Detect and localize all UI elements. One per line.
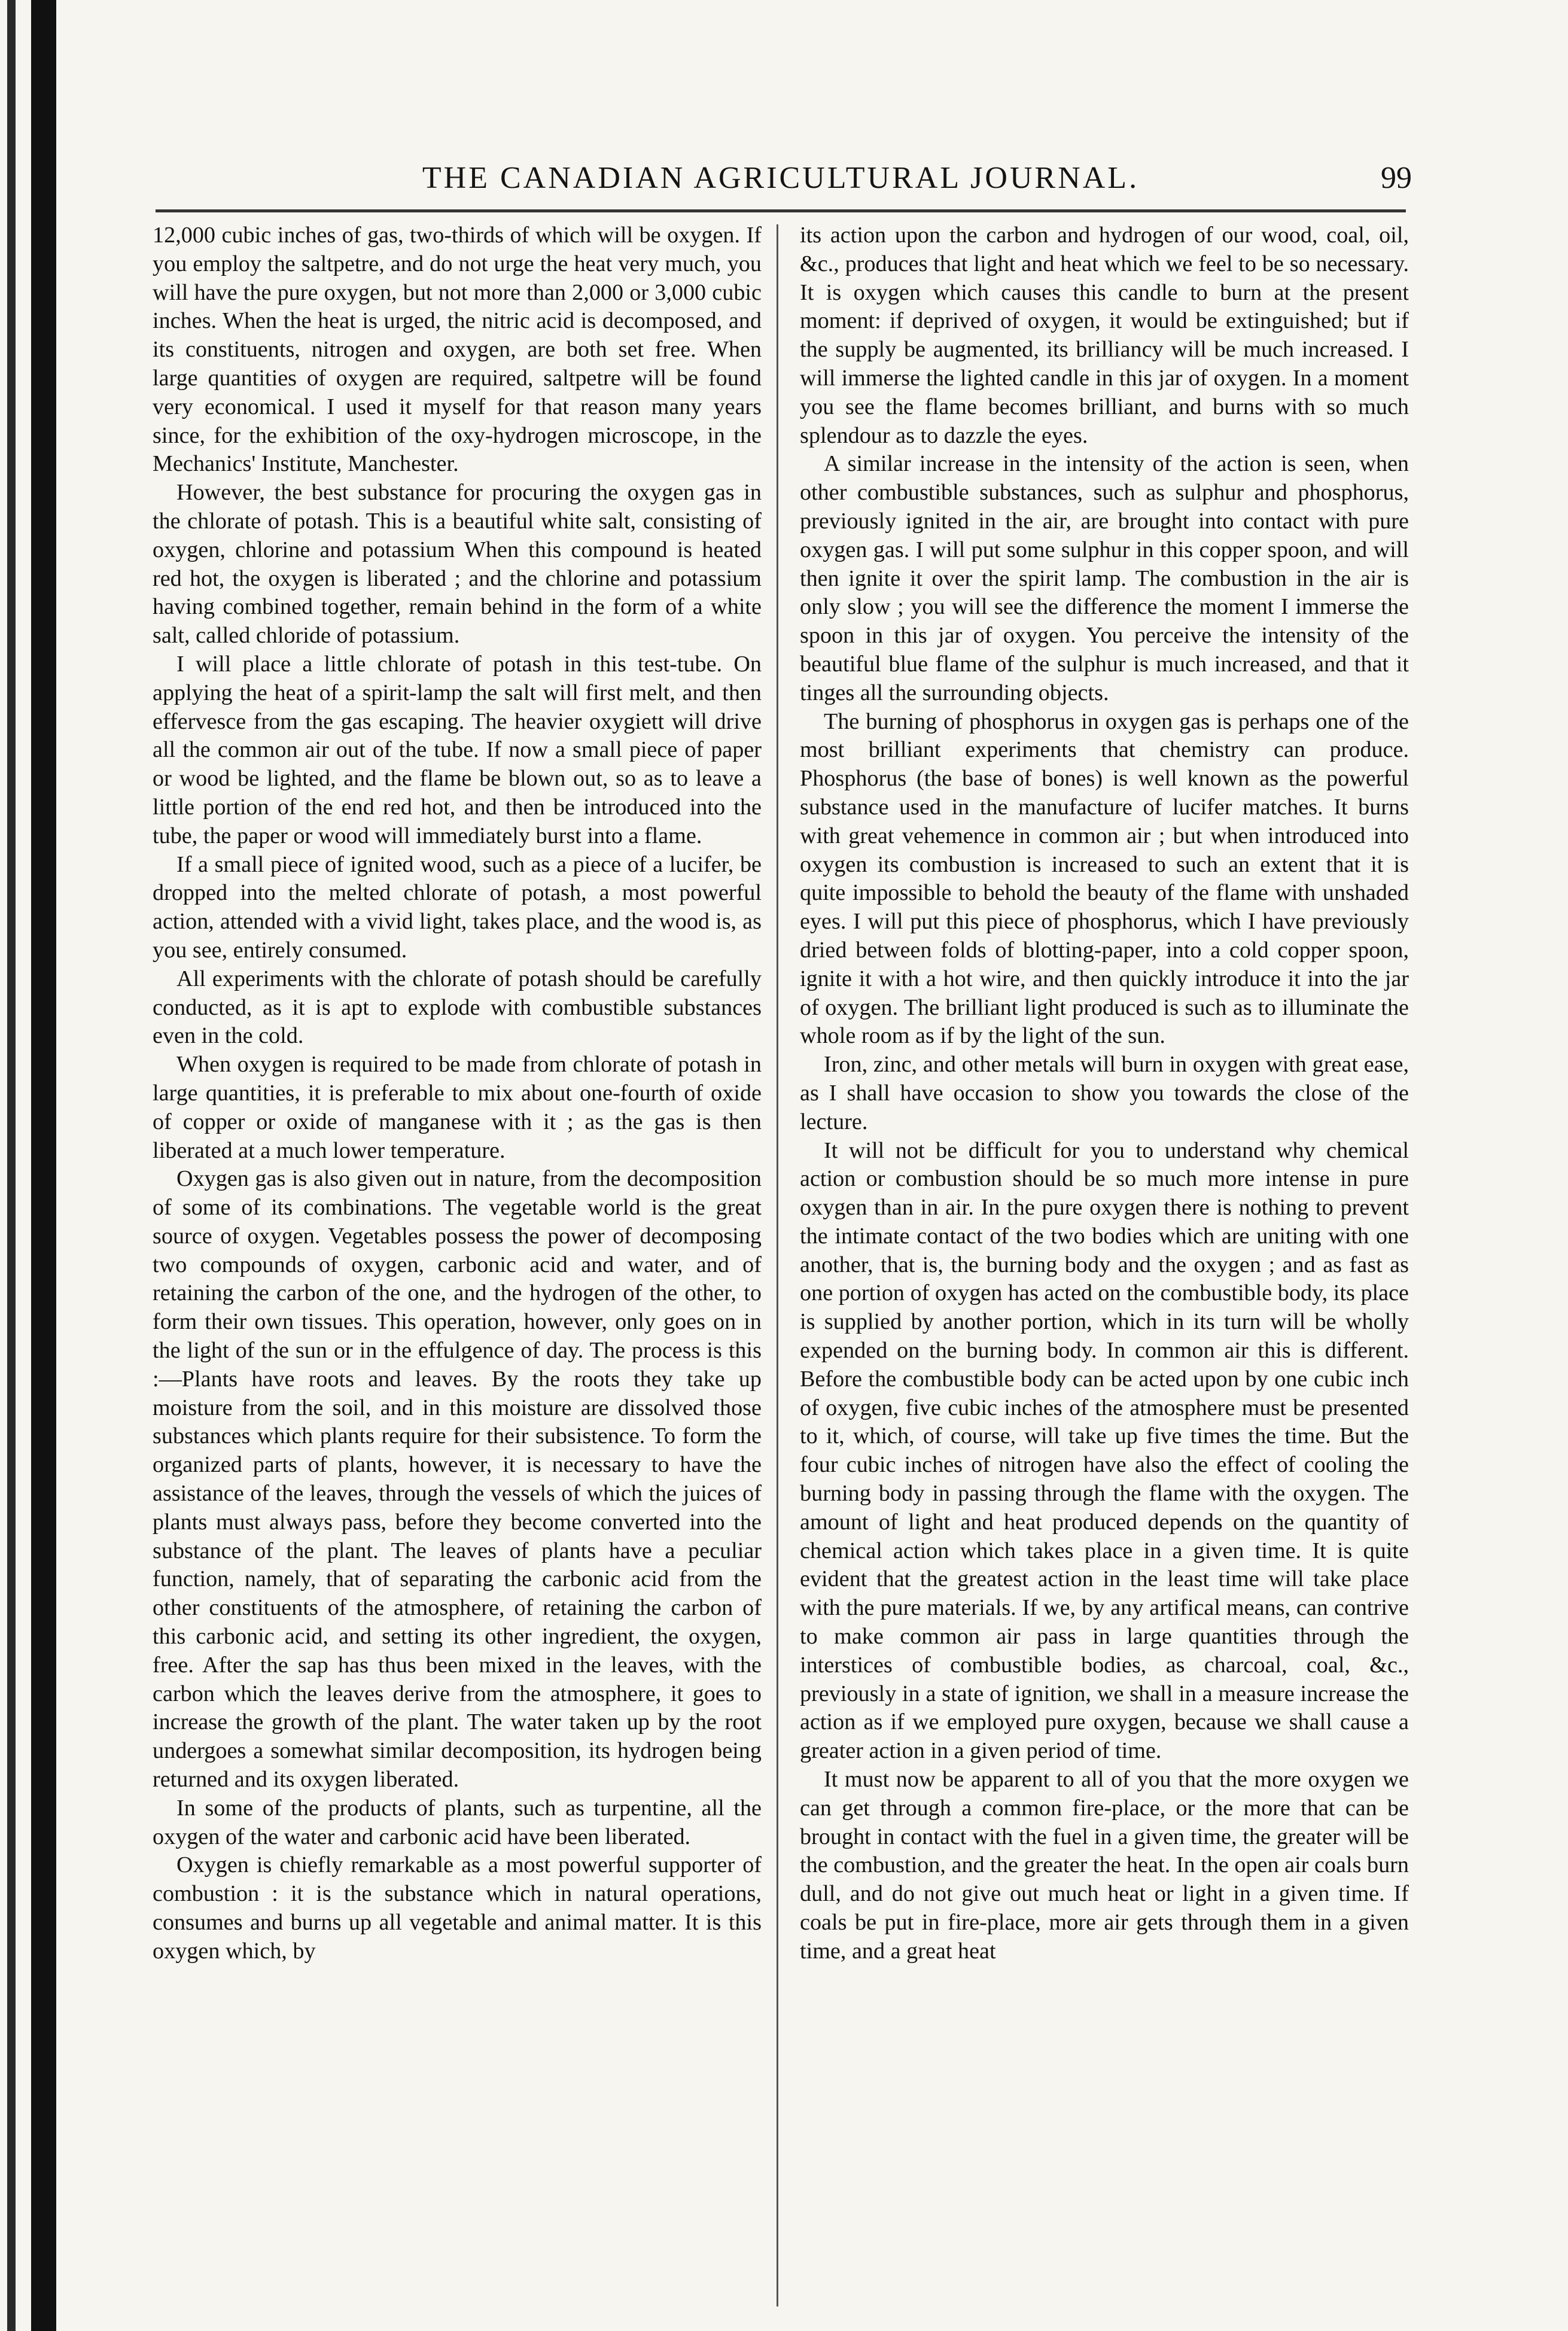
paragraph: Iron, zinc, and other metals will burn in oxygen with great ease, as I shall have occasion to show you towards the close of the lecture.	[800, 1052, 1409, 1134]
page-number: 99	[1381, 161, 1412, 195]
paragraph: If a small piece of ignited wood, such as a piece of a lucifer, be dropped into the melted chlorate of potash, a most powerful action, attended with a vivid light, takes place, and the wood is, as you see, entirely consumed.	[153, 851, 762, 963]
paragraph: In some of the products of plants, such as turpentine, all the oxygen of the water and carbonic acid have been liberated.	[153, 1795, 762, 1849]
paragraph: The burning of phosphorus in oxygen gas is perhaps one of the most brilliant experiments that chemistry can produce. Phosphorus (the base of bones) is well known as the powerful substance used in the manufacture of lucifer matches. It burns with great vehemence in common air ; but when introduced into oxygen its combustion is increased to such an extent that it is quite impossible to behold the beauty of the flame with unshaded eyes. I will put this piece of phosphorus, which I have previously dried between folds of blotting-paper, into a cold copper spoon, ignite it with a hot wire, and then quickly introduce it into the jar of oxygen. The brilliant light produced is such as to illuminate the whole room as if by the light of the sun.	[800, 708, 1409, 1049]
paragraph: It must now be apparent to all of you that the more oxygen we can get through a common fire-place, or the more that can be brought in contact with the fuel in a given time, the greater will be the combustion, and the greater the heat. In the open air coals burn dull, and do not give out much heat or light in a given time. If coals be put in fire-place, more air gets through them in a given time, and a great heat	[800, 1767, 1409, 1964]
right-column	[800, 221, 1409, 2309]
paragraph: All experiments with the chlorate of potash should be carefully conducted, as it is apt to explode with combustible substances even in the cold.	[153, 966, 762, 1049]
paragraph: I will place a little chlorate of potash in this test-tube. On applying the heat of a spirit-lamp the salt will first melt, and then effervesce from the gas escaping. The heavier oxygiett will drive all the common air out of the tube. If now a small piece of paper or wood be lighted, and the flame be blown out, so as to leave a little portion of the end red hot, and then be introduced into the tube, the paper or wood will immediately burst into a flame.	[153, 651, 762, 848]
paragraph: Oxygen gas is also given out in nature, from the decomposition of some of its combinations. The vegetable world is the great source of oxygen. Vegetables possess the power of decomposing two compounds of oxygen, carbonic acid and water, and of retaining the carbon of the one, and the hydrogen of the other, to form their own tissues. This operation, however, only goes on in the light of the sun or in the effulgence of day. The process is this :—Plants have roots and leaves. By the roots they take up moisture from the soil, and in this moisture are dissolved those substances which plants require for their subsistence. To form the organized parts of plants, however, it is necessary to have the assistance of the leaves, through the vessels of which the juices of plants must always pass, before they become converted into the substance of the plant. The leaves of plants have a peculiar function, namely, that of separating the carbonic acid from the other constituents of the atmosphere, of retaining the carbon of this carbonic acid, and setting its other ingredient, the oxygen, free. After the sap has thus been mixed in the leaves, with the carbon which the leaves derive from the atmosphere, it goes to increase the growth of the plant. The water taken up by the root undergoes a somewhat similar decomposition, its hydrogen being returned and its oxygen liberated.	[153, 1166, 762, 1793]
column-divider	[777, 224, 778, 2306]
page-header	[156, 144, 1412, 215]
paragraph: However, the best substance for procuring the oxygen gas in the chlorate of potash. This is a beautiful white salt, consisting of oxygen, chlorine and potassium When this compound is heated red hot, the oxygen is liberated ; and the chlorine and potassium having combined together, remain behind in the form of a white salt, called chloride of potassium.	[153, 480, 762, 649]
paragraph: It will not be difficult for you to understand why chemical action or combustion should be so much more intense in pure oxygen than in air. In the pure oxygen there is nothing to prevent the intimate contact of the two bodies which are uniting with one another, that is, the burning body and the oxygen ; and as fast as one portion of oxygen has acted on the combustible body, its place is supplied by another portion, which in its turn will be wholly expended on the burning body. In common air this is different. Before the combustible body can be acted upon by one cubic inch of oxygen, five cubic inches of the atmosphere must be presented to it, which, of course, will take up five times the time. But the four cubic inches of nitrogen have also the effect of cooling the burning body in passing through the flame with the oxygen. The amount of light and heat produced depends on the quantity of chemical action which takes place in a given time. It is quite evident that the greatest action in the least time will take place with the pure materials. If we, by any artifical means, can contrive to make common air pass in large quantities through the interstices of combustible bodies, as charcoal, coal, &c., previously in a state of ignition, we shall in a measure increase the action as if we employed pure oxygen, because we shall cause a greater action in a given period of time.	[800, 1137, 1409, 1764]
text-columns	[153, 221, 1409, 2309]
header-rule	[156, 209, 1406, 212]
paragraph: its action upon the carbon and hydrogen of our wood, coal, oil, &c., produces that light and heat which we feel to be so necessary. It is oxygen which causes this candle to burn at the present moment: if deprived of oxygen, it would be extinguished; but if the supply be augmented, its brilliancy will be much increased. I will immerse the lighted candle in this jar of oxygen. In a moment you see the flame becomes brilliant, and burns with so much splendour as to dazzle the eyes.	[800, 223, 1409, 448]
paragraph: A similar increase in the intensity of the action is seen, when other combustible substances, such as sulphur and phosphorus, previously ignited in the air, are brought into contact with pure oxygen gas. I will put some sulphur in this copper spoon, and will then ignite it over the spirit lamp. The combustion in the air is only slow ; you will see the difference the moment I immerse the spoon in this jar of oxygen. You perceive the intensity of the beautiful blue flame of the sulphur is much increased, and that it tinges all the surrounding objects.	[800, 451, 1409, 705]
running-title: THE CANADIAN AGRICULTURAL JOURNAL.	[422, 161, 1140, 195]
paragraph: 12,000 cubic inches of gas, two-thirds of which will be oxygen. If you employ the saltpetre, and do not urge the heat very much, you will have the pure oxygen, but not more than 2,000 or 3,000 cubic inches. When the heat is urged, the nitric acid is decomposed, and its constituents, nitrogen and oxygen, are both set free. When large quantities of oxygen are required, saltpetre will be found very economical. I used it myself for that reason many years since, for the exhibition of the oxy-hydrogen microscope, in the Mechanics' Institute, Manchester.	[153, 223, 762, 477]
binding-shadow	[7, 0, 16, 2331]
paragraph: Oxygen is chiefly remarkable as a most powerful supporter of combustion : it is the substance which in natural operations, consumes and burns up all vegetable and animal matter. It is this oxygen which, by	[153, 1852, 762, 1964]
left-column	[153, 221, 762, 2309]
binding-edge	[31, 0, 56, 2331]
paragraph: When oxygen is required to be made from chlorate of potash in large quantities, it is preferable to mix about one-fourth of oxide of copper or oxide of manganese with it ; as the gas is then liberated at a much lower temperature.	[153, 1052, 762, 1163]
